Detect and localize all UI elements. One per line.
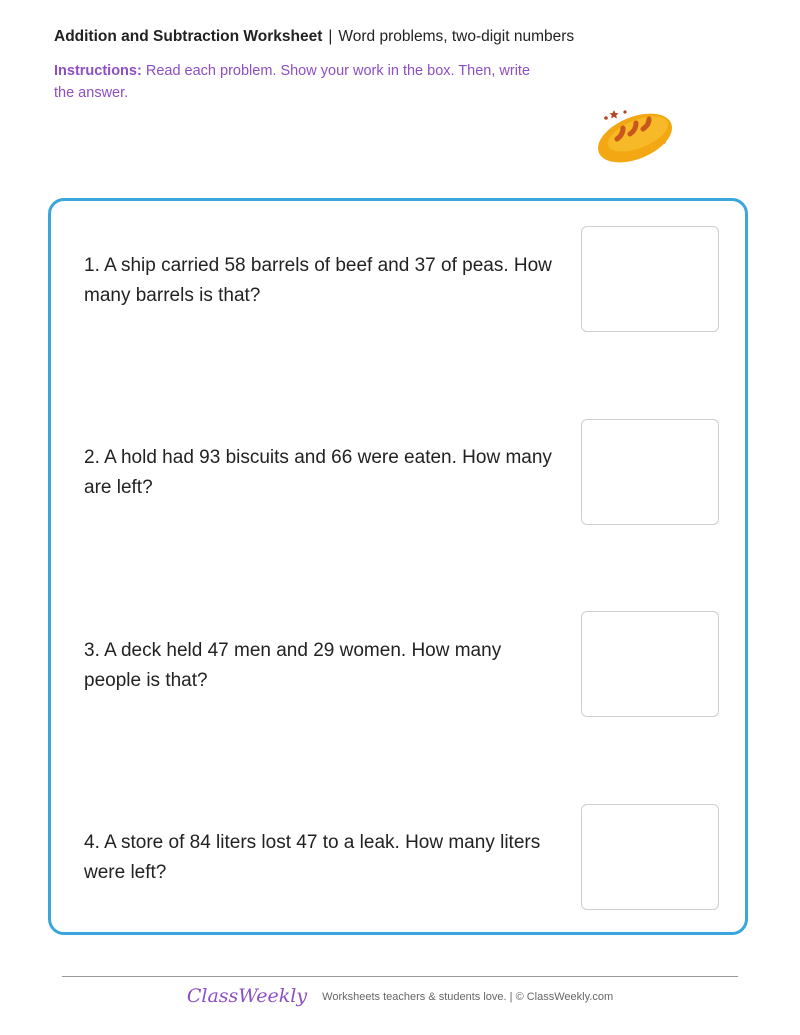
answer-box-1[interactable]	[581, 226, 719, 332]
problem-1-text: 1. A ship carried 58 barrels of beef and 37 of peas. How many barrels is that?	[84, 255, 552, 306]
bread-icon	[594, 106, 676, 168]
footer	[0, 985, 800, 1007]
answer-box-3[interactable]	[581, 611, 719, 717]
brand-logo: ClassWeekly	[186, 985, 308, 1007]
instructions	[54, 60, 534, 104]
problem-4-text: 4. A store of 84 liters lost 47 to a leak. How many liters were left?	[84, 832, 541, 883]
problems-card	[48, 198, 748, 935]
worksheet-header	[54, 28, 574, 46]
answer-box-4[interactable]	[581, 804, 719, 910]
problem-2-text: 2. A hold had 93 biscuits and 66 were eaten. How many are left?	[84, 447, 552, 498]
footer-tagline: Worksheets teachers & students love. | © ClassWeekly.com	[322, 991, 614, 1003]
answer-box-2[interactable]	[581, 419, 719, 525]
instructions-text: Read each problem. Show your work in the box. Then, write the answer.	[54, 63, 531, 101]
worksheet-subtitle: Word problems, two-digit numbers	[338, 28, 575, 45]
title-separator: |	[328, 28, 333, 45]
instructions-label: Instructions:	[54, 63, 142, 79]
problem-3-text: 3. A deck held 47 men and 29 women. How many people is that?	[84, 640, 502, 691]
worksheet-title: Addition and Subtraction Worksheet	[54, 28, 323, 45]
footer-divider	[62, 976, 738, 977]
